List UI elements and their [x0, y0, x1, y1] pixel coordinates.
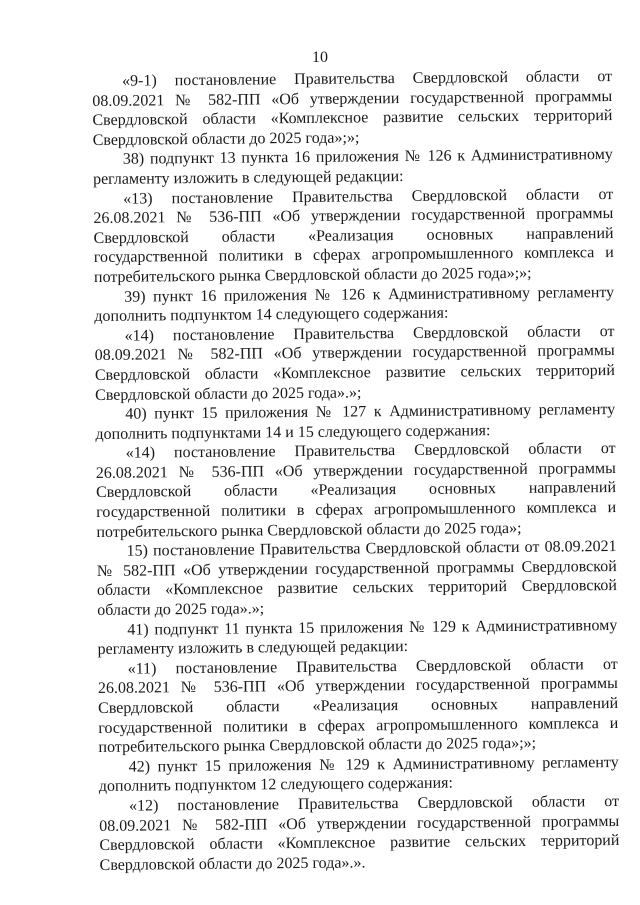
- paragraph-item-40: 40) пункт 15 приложения № 127 к Административному регламенту дополнить подпунктами 14 и 15 следующего содержания:: [95, 401, 616, 443]
- paragraph-quote-15: 15) постановление Правительства Свердловской области от 08.09.2021 № 582-ПП «Об утверждении государственной программы Свердловской области «Комплексное развитие сельских территорий Свердловской области до 2025 года».»;: [96, 538, 618, 620]
- paragraph-quote-12: «12) постановление Правительства Свердловской области от 08.09.2021 № 582-ПП «Об утверждении государственной программы Свердловской области «Комплексное развитие сельских территорий Свердловской области до 2025 года».».: [99, 792, 620, 874]
- page-number: 10: [312, 49, 328, 66]
- paragraph-quote-14a: «14) постановление Правительства Свердловской области от 08.09.2021 № 582-ПП «Об утверждении государственной программы Свердловской области «Комплексное развитие сельских территорий Свердловской области до 2025 года».»;: [94, 322, 615, 404]
- paragraph-item-41: 41) подпункт 11 пункта 15 приложения № 129 к Административному регламенту изложить в следующей редакции:: [97, 616, 618, 659]
- paragraph-quote-13: «13) постановление Правительства Свердловской области от 26.08.2021 № 536-ПП «Об утверждении государственной программы Свердловской области «Реализация основных направлений государственной политики в сферах агропромышленного комплекса и потребительского рынка Свердловской области до 2025 года»;»;: [93, 185, 614, 286]
- paragraph-quote-14b: «14) постановление Правительства Свердловской области от 26.08.2021 № 536-ПП «Об утверждении государственной программы Свердловской области «Реализация основных направлений государственной политики в сферах агропромышленного комплекса и потребительского рынка Свердловской области до 2025 года»;: [95, 440, 617, 541]
- paragraph-item-38: 38) подпункт 13 пункта 16 приложения № 126 к Административному регламенту изложить в следующей редакции:: [92, 146, 613, 188]
- paragraph-item-42: 42) пункт 15 приложения № 129 к Административному регламенту дополнить подпунктом 12 следующего содержания:: [98, 753, 619, 796]
- paragraph-9-1: «9-1) постановление Правительства Свердловской области от 08.09.2021 № 582-ПП «Об утверждении государственной программы Свердловской области «Комплексное развитие сельских территорий Свердловской области до 2025 года»;»;: [92, 68, 613, 149]
- body-text: [92, 67, 620, 875]
- paragraph-quote-11: «11) постановление Правительства Свердловской области от 26.08.2021 № 536-ПП «Об утверждении государственной программы Свердловской области «Реализация основных направлений государственной политики в сферах агропромышленного комплекса и потребительского рынка Свердловской области до 2025 года»;»;: [97, 655, 619, 757]
- paragraph-item-39: 39) пункт 16 приложения № 126 к Административному регламенту дополнить подпунктом 14 следующего содержания:: [94, 283, 615, 326]
